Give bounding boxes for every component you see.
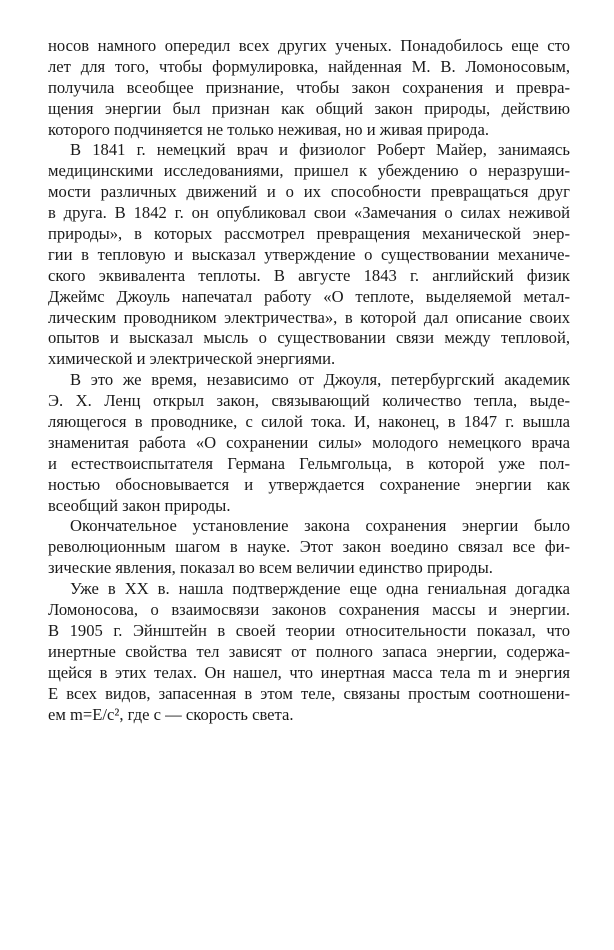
- text-line: ностью обосновывается и утверждается сохранение энергии как: [48, 474, 570, 494]
- text-line: которого подчиняется не только неживая, но и живая природа.: [48, 119, 490, 139]
- paragraph-lenz-helmholtz: [48, 370, 570, 516]
- text-line: получила всеобщее признание, чтобы закон сохранения и превра-: [48, 77, 570, 97]
- text-line: щения энергии был признан как общий закон природы, действию: [48, 98, 570, 118]
- text-line: В 1841 г. немецкий врач и физиолог Роберт Майер, занимаясь: [70, 140, 570, 160]
- paragraph-lomonosov-continuation: [48, 36, 570, 140]
- text-line: революционным шагом в науке. Этот закон воедино связал все фи-: [48, 537, 570, 557]
- text-line: и естествоиспытателя Германа Гельмгольца, в которой уже пол-: [48, 453, 570, 473]
- text-line: E всех видов, запасенная в этом теле, связаны простым соотношени-: [48, 683, 570, 703]
- text-line: всеобщий закон природы.: [48, 495, 231, 515]
- paragraph-final-establishment: [48, 516, 570, 579]
- text-line: Ломоносова, о взаимосвязи законов сохранения массы и энергии.: [48, 600, 570, 620]
- text-line: медицинскими исследованиями, пришел к убеждению о неразруши-: [48, 161, 570, 181]
- text-line: щейся в этих телах. Он нашел, что инертная масса тела m и энергия: [48, 662, 570, 682]
- text-line: носов намного опередил всех других ученых. Понадобилось еще сто: [48, 36, 570, 55]
- text-line: лет для того, чтобы формулировка, найденная М. В. Ломоносовым,: [48, 56, 570, 76]
- book-page: [48, 36, 570, 725]
- text-line: ского эквивалента теплоты. В августе 1843 г. английский физик: [48, 265, 570, 285]
- text-line: Окончательное установление закона сохранения энергии было: [70, 516, 570, 536]
- paragraph-einstein: [48, 579, 570, 725]
- text-line: знаменитая работа «О сохранении силы» молодого немецкого врача: [48, 432, 570, 452]
- text-line: опытов и высказал мысль о существовании связи между тепловой,: [48, 328, 570, 348]
- text-line: ляющегося в проводнике, с силой тока. И, наконец, в 1847 г. вышла: [48, 412, 570, 432]
- text-line: лическим проводником электричества», в которой дал описание своих: [48, 307, 570, 327]
- text-line: гии в тепловую и высказал утверждение о существовании механиче-: [48, 244, 570, 264]
- text-line: в друга. В 1842 г. он опубликовал свои «Замечания о силах неживой: [48, 203, 570, 223]
- text-line: Джеймс Джоуль напечатал работу «О теплоте, выделяемой метал-: [48, 286, 570, 306]
- text-line: В 1905 г. Эйнштейн в своей теории относительности показал, что: [48, 620, 570, 640]
- text-line: В это же время, независимо от Джоуля, петербургский академик: [70, 370, 570, 390]
- text-line: химической и электрической энергиями.: [48, 349, 336, 369]
- text-line: зические явления, показал во всем величии единство природы.: [48, 558, 493, 578]
- text-line: мости различных движений и о их способности превращаться друг: [48, 182, 570, 202]
- text-line: инертные свойства тел зависят от полного запаса энергии, содержа-: [48, 641, 570, 661]
- text-line: Э. Х. Ленц открыл закон, связывающий количество тепла, выде-: [48, 391, 570, 411]
- text-line: Уже в XX в. нашла подтверждение еще одна гениальная догадка: [70, 579, 570, 599]
- text-line: ем m=E/c², где c — скорость света.: [48, 704, 294, 724]
- paragraph-mayer-joule: [48, 140, 570, 370]
- text-line: природы», в которых рассмотрел превращения механической энер-: [48, 224, 570, 244]
